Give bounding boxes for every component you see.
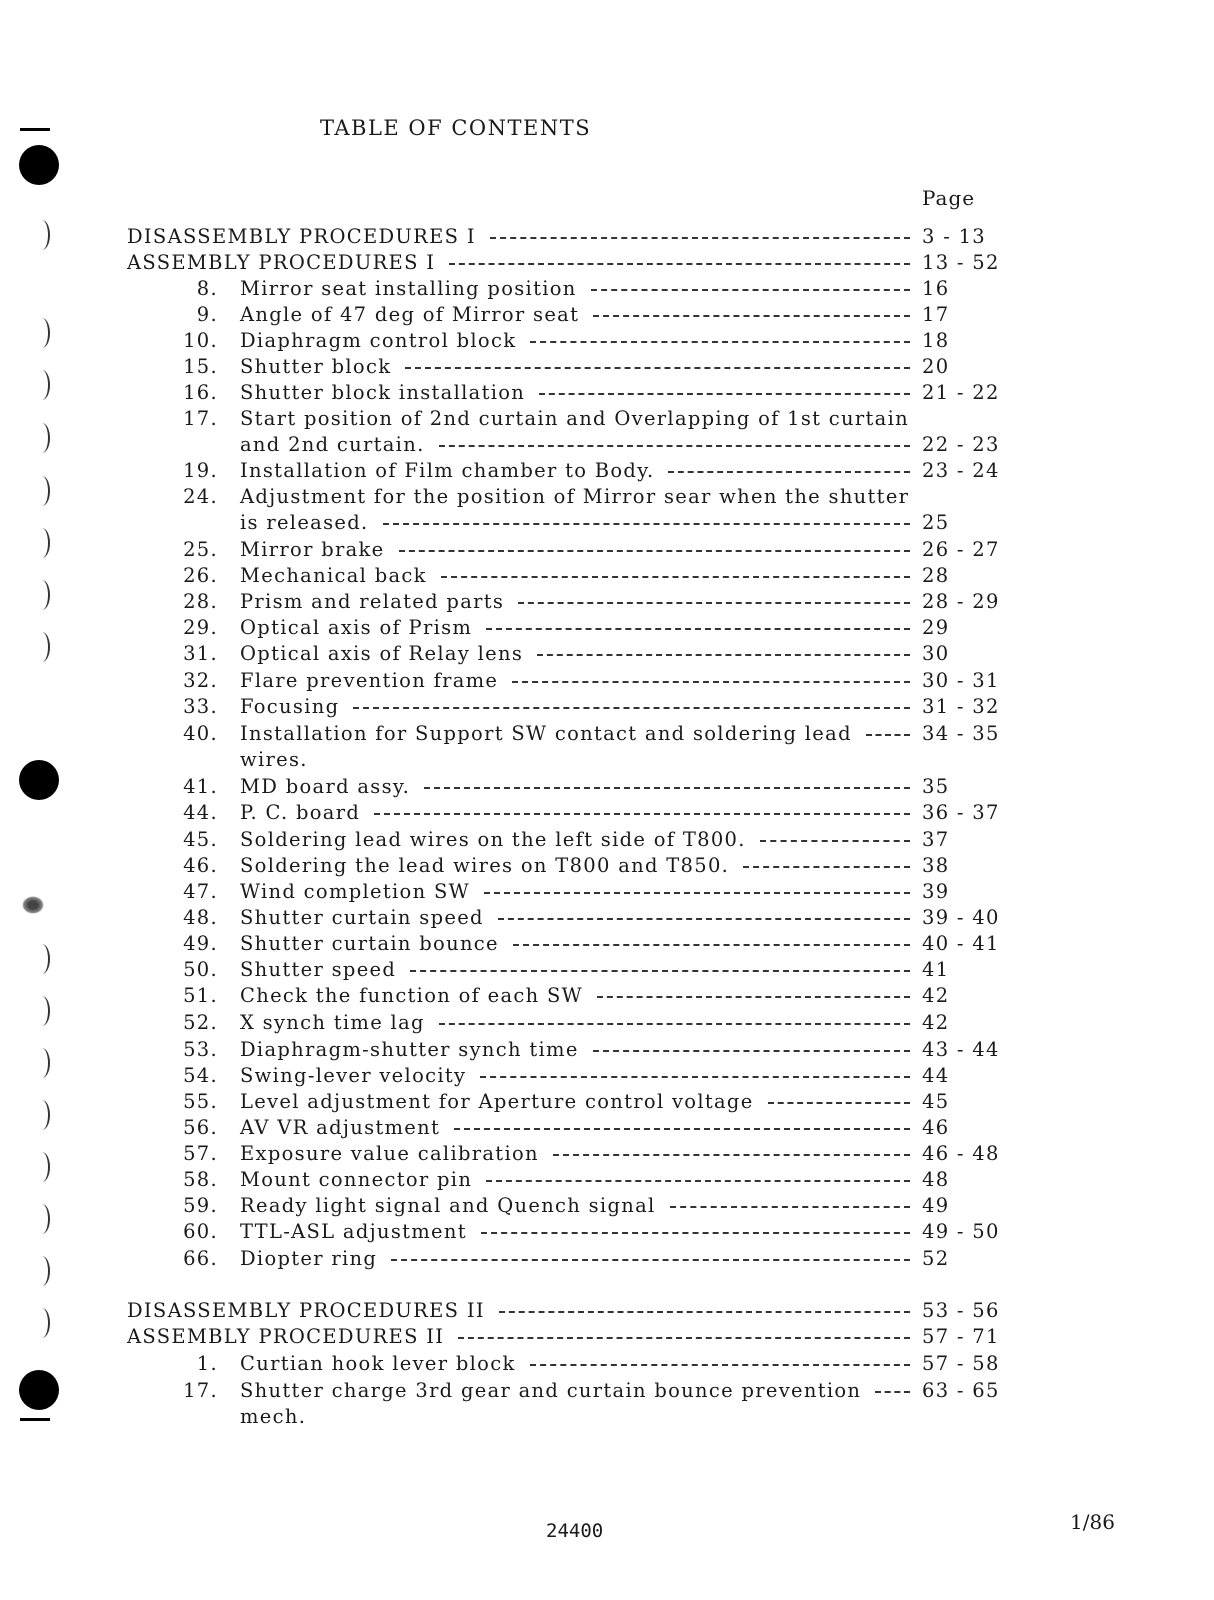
- toc-dot-leader: [866, 734, 910, 736]
- margin-arc-mark: [34, 318, 50, 348]
- toc-dot-leader: [481, 1232, 910, 1234]
- toc-item-number: 47.: [183, 880, 218, 903]
- toc-page-range: 46: [922, 1116, 950, 1139]
- toc-dot-leader: [518, 602, 910, 604]
- toc-row: [0, 748, 1214, 774]
- toc-row: [0, 854, 1214, 880]
- toc-item-title: wires.: [240, 748, 308, 771]
- toc-page-range: 16: [922, 277, 950, 300]
- margin-arc-mark: [34, 1308, 50, 1338]
- toc-dot-leader: [743, 866, 910, 868]
- toc-page-range: 42: [922, 1011, 950, 1034]
- toc-page-range: 28 - 29: [922, 590, 1000, 613]
- toc-item-number: 31.: [183, 642, 218, 665]
- toc-item-number: 17.: [183, 407, 218, 430]
- page-title: TABLE OF CONTENTS: [320, 116, 592, 140]
- toc-item-number: 16.: [183, 381, 218, 404]
- toc-dot-leader: [410, 970, 910, 972]
- margin-arc-mark: [34, 1152, 50, 1182]
- toc-page-range: 30: [922, 642, 950, 665]
- toc-item-number: 19.: [183, 459, 218, 482]
- toc-item-number: 44.: [183, 801, 218, 824]
- toc-row: [0, 880, 1214, 906]
- toc-item-number: 66.: [183, 1247, 218, 1270]
- toc-row: [0, 433, 1214, 459]
- toc-dot-leader: [539, 393, 910, 395]
- toc-item-title: Start position of 2nd curtain and Overlapping of 1st curtain: [240, 407, 909, 430]
- toc-item-number: 26.: [183, 564, 218, 587]
- toc-row: [0, 984, 1214, 1010]
- toc-row: [0, 1064, 1214, 1090]
- toc-dot-leader: [486, 628, 910, 630]
- toc-item-number: 29.: [183, 616, 218, 639]
- toc-page-range: 20: [922, 355, 950, 378]
- toc-item-number: 45.: [183, 828, 218, 851]
- toc-dot-leader: [591, 289, 910, 291]
- toc-item-number: 1.: [196, 1352, 218, 1375]
- toc-page-range: 38: [922, 854, 950, 877]
- toc-item-number: 57.: [183, 1142, 218, 1165]
- toc-page-range: 39 - 40: [922, 906, 1000, 929]
- toc-row: [0, 485, 1214, 511]
- toc-dot-leader: [513, 944, 910, 946]
- toc-row: [0, 1405, 1214, 1431]
- toc-dot-leader: [405, 367, 910, 369]
- toc-row: [0, 511, 1214, 537]
- toc-dot-leader: [670, 1206, 910, 1208]
- toc-page-range: 26 - 27: [922, 538, 1000, 561]
- toc-item-title: Shutter block: [240, 355, 392, 378]
- toc-row: [0, 590, 1214, 616]
- margin-arc-mark: [34, 632, 50, 662]
- toc-dot-leader: [668, 471, 910, 473]
- toc-page-range: 39: [922, 880, 950, 903]
- toc-item-number: 9.: [196, 303, 218, 326]
- toc-row: [0, 932, 1214, 958]
- toc-item-number: 53.: [183, 1038, 218, 1061]
- toc-dot-leader: [439, 445, 910, 447]
- toc-item-number: 32.: [183, 669, 218, 692]
- toc-page-range: 44: [922, 1064, 950, 1087]
- toc-section-row: [0, 1325, 1214, 1351]
- toc-page-range: 42: [922, 984, 950, 1007]
- toc-dot-leader: [458, 1337, 910, 1339]
- margin-arc-mark: [34, 423, 50, 453]
- toc-page-range: 31 - 32: [922, 695, 1000, 718]
- toc-row: [0, 1168, 1214, 1194]
- toc-item-number: 41.: [183, 775, 218, 798]
- toc-dot-leader: [374, 813, 910, 815]
- toc-dot-leader: [499, 1311, 910, 1313]
- toc-page-range: 13 - 52: [922, 251, 1000, 274]
- toc-row: [0, 407, 1214, 433]
- toc-item-number: 55.: [183, 1090, 218, 1113]
- toc-page-range: 34 - 35: [922, 722, 1000, 745]
- toc-item-number: 24.: [183, 485, 218, 508]
- toc-row: [0, 1116, 1214, 1142]
- toc-row: [0, 1194, 1214, 1220]
- toc-row: [0, 722, 1214, 748]
- toc-row: [0, 958, 1214, 984]
- toc-page-range: 25: [922, 511, 950, 534]
- toc-dot-leader: [530, 341, 910, 343]
- toc-row: [0, 642, 1214, 668]
- binder-hole-icon: [19, 1370, 59, 1410]
- toc-page-range: 40 - 41: [922, 932, 1000, 955]
- toc-page-range: 17: [922, 303, 950, 326]
- toc-page-range: 48: [922, 1168, 950, 1191]
- toc-page-range: 36 - 37: [922, 801, 1000, 824]
- toc-item-title: Shutter speed: [240, 958, 397, 981]
- margin-arc-mark: [34, 370, 50, 400]
- toc-dot-leader: [760, 840, 910, 842]
- toc-item-title: Optical axis of Relay lens: [240, 642, 524, 665]
- toc-item-title: Level adjustment for Aperture control voltage: [240, 1090, 754, 1113]
- toc-item-number: 46.: [183, 854, 218, 877]
- toc-item-title: Installation for Support SW contact and soldering lead: [240, 722, 852, 745]
- toc-row: [0, 801, 1214, 827]
- toc-item-title: Mirror seat installing position: [240, 277, 577, 300]
- toc-item-number: 56.: [183, 1116, 218, 1139]
- toc-item-title: Check the function of each SW: [240, 984, 584, 1007]
- toc-section-row: [0, 1299, 1214, 1325]
- toc-row: [0, 1090, 1214, 1116]
- toc-item-number: 17.: [183, 1379, 218, 1402]
- toc-page-range: 30 - 31: [922, 669, 1000, 692]
- toc-item-title: Mount connector pin: [240, 1168, 473, 1191]
- toc-dot-leader: [353, 707, 910, 709]
- toc-item-title: Mirror brake: [240, 538, 385, 561]
- toc-item-title: MD board assy.: [240, 775, 411, 798]
- toc-dot-leader: [498, 918, 910, 920]
- toc-page-range: 57 - 71: [922, 1325, 1000, 1348]
- toc-item-title: Curtian hook lever block: [240, 1352, 516, 1375]
- toc-row: [0, 1220, 1214, 1246]
- toc-item-number: 25.: [183, 538, 218, 561]
- toc-row: [0, 669, 1214, 695]
- toc-row: [0, 303, 1214, 329]
- margin-arc-mark: [34, 1048, 50, 1078]
- toc-page-range: 21 - 22: [922, 381, 1000, 404]
- toc-page-range: 53 - 56: [922, 1299, 1000, 1322]
- toc-dot-leader: [593, 315, 910, 317]
- toc-page-range: 63 - 65: [922, 1379, 1000, 1402]
- toc-item-title: Prism and related parts: [240, 590, 505, 613]
- toc-dot-leader: [537, 654, 910, 656]
- toc-item-title: Shutter charge 3rd gear and curtain bounce prevention: [240, 1379, 862, 1402]
- toc-item-title: ASSEMBLY PROCEDURES I: [127, 251, 436, 274]
- toc-dot-leader: [424, 787, 910, 789]
- toc-page-range: 45: [922, 1090, 950, 1113]
- toc-dot-leader: [449, 263, 910, 265]
- toc-item-title: Diaphragm control block: [240, 329, 517, 352]
- binder-hole-icon: [19, 760, 59, 800]
- toc-item-title: and 2nd curtain.: [240, 433, 425, 456]
- page-column-header: Page: [922, 186, 976, 210]
- toc-item-title: Installation of Film chamber to Body.: [240, 459, 655, 482]
- toc-item-title: Diopter ring: [240, 1247, 378, 1270]
- toc-row: [0, 1247, 1214, 1273]
- toc-item-title: Shutter curtain bounce: [240, 932, 499, 955]
- toc-row: [0, 1142, 1214, 1168]
- toc-page-range: 37: [922, 828, 950, 851]
- toc-item-title: Angle of 47 deg of Mirror seat: [240, 303, 580, 326]
- toc-item-title: ASSEMBLY PROCEDURES II: [127, 1325, 445, 1348]
- document-code: 24400: [546, 1520, 604, 1542]
- margin-tick-mark: [20, 128, 50, 131]
- toc-item-title: DISASSEMBLY PROCEDURES II: [127, 1299, 485, 1322]
- toc-page-range: 18: [922, 329, 950, 352]
- toc-row: [0, 277, 1214, 303]
- margin-arc-mark: [34, 580, 50, 610]
- toc-row: [0, 381, 1214, 407]
- toc-item-title: TTL-ASL adjustment: [240, 1220, 467, 1243]
- margin-arc-mark: [34, 1256, 50, 1286]
- margin-arc-mark: [34, 944, 50, 974]
- toc-page-range: 52: [922, 1247, 950, 1270]
- toc-item-title: X synch time lag: [240, 1011, 425, 1034]
- toc-item-number: 40.: [183, 722, 218, 745]
- toc-dot-leader: [383, 523, 910, 525]
- toc-item-number: 10.: [183, 329, 218, 352]
- toc-row: [0, 355, 1214, 381]
- toc-page-range: 46 - 48: [922, 1142, 1000, 1165]
- toc-section-row: [0, 251, 1214, 277]
- toc-row: [0, 695, 1214, 721]
- margin-arc-mark: [34, 996, 50, 1026]
- toc-dot-leader: [399, 550, 910, 552]
- toc-row: [0, 1352, 1214, 1378]
- toc-page-range: 29: [922, 616, 950, 639]
- toc-item-title: Flare prevention frame: [240, 669, 499, 692]
- margin-tick-mark: [20, 1418, 50, 1421]
- toc-item-title: Mechanical back: [240, 564, 427, 587]
- toc-row: [0, 459, 1214, 485]
- margin-arc-mark: [34, 476, 50, 506]
- toc-item-number: 50.: [183, 958, 218, 981]
- margin-arc-mark: [34, 1100, 50, 1130]
- toc-dot-leader: [439, 1023, 910, 1025]
- toc-row: [0, 828, 1214, 854]
- toc-item-title: Exposure value calibration: [240, 1142, 539, 1165]
- toc-item-title: is released.: [240, 511, 369, 534]
- toc-dot-leader: [391, 1259, 910, 1261]
- toc-row: [0, 1379, 1214, 1405]
- toc-item-number: 33.: [183, 695, 218, 718]
- toc-page-range: 49: [922, 1194, 950, 1217]
- toc-dot-leader: [486, 1180, 910, 1182]
- toc-row: [0, 616, 1214, 642]
- toc-item-number: 59.: [183, 1194, 218, 1217]
- toc-item-title: Shutter block installation: [240, 381, 526, 404]
- toc-dot-leader: [593, 1050, 910, 1052]
- toc-item-number: 28.: [183, 590, 218, 613]
- binder-hole-icon: [19, 145, 59, 185]
- toc-dot-leader: [484, 892, 910, 894]
- toc-item-title: AV VR adjustment: [240, 1116, 441, 1139]
- margin-arc-mark: [34, 220, 50, 250]
- toc-item-number: 49.: [183, 932, 218, 955]
- toc-row: [0, 775, 1214, 801]
- toc-row: [0, 1011, 1214, 1037]
- toc-row: [0, 564, 1214, 590]
- toc-dot-leader: [768, 1102, 910, 1104]
- toc-item-number: 8.: [196, 277, 218, 300]
- toc-dot-leader: [490, 237, 910, 239]
- toc-page-range: 35: [922, 775, 950, 798]
- toc-item-title: Focusing: [240, 695, 340, 718]
- smudge-mark-icon: [22, 896, 44, 914]
- margin-arc-mark: [34, 1204, 50, 1234]
- toc-dot-leader: [454, 1128, 910, 1130]
- toc-item-title: DISASSEMBLY PROCEDURES I: [127, 225, 476, 248]
- toc-item-title: P. C. board: [240, 801, 361, 824]
- toc-section-row: [0, 225, 1214, 251]
- toc-row: [0, 906, 1214, 932]
- toc-item-title: Adjustment for the position of Mirror sear when the shutter: [240, 485, 910, 508]
- toc-dot-leader: [480, 1076, 910, 1078]
- toc-item-title: Soldering the lead wires on T800 and T850.: [240, 854, 730, 877]
- toc-page-range: 43 - 44: [922, 1038, 1000, 1061]
- toc-page-range: 49 - 50: [922, 1220, 1000, 1243]
- toc-item-title: Optical axis of Prism: [240, 616, 473, 639]
- toc-item-number: 48.: [183, 906, 218, 929]
- toc-item-number: 51.: [183, 984, 218, 1007]
- toc-item-number: 15.: [183, 355, 218, 378]
- toc-item-title: mech.: [240, 1405, 307, 1428]
- toc-item-title: Wind completion SW: [240, 880, 470, 903]
- toc-item-number: 58.: [183, 1168, 218, 1191]
- toc-page-range: 41: [922, 958, 950, 981]
- toc-page-range: 28: [922, 564, 950, 587]
- margin-arc-mark: [34, 528, 50, 558]
- toc-dot-leader: [530, 1364, 910, 1366]
- toc-item-title: Diaphragm-shutter synch time: [240, 1038, 579, 1061]
- toc-page-range: 23 - 24: [922, 459, 1000, 482]
- toc-item-number: 54.: [183, 1064, 218, 1087]
- toc-item-title: Ready light signal and Quench signal: [240, 1194, 656, 1217]
- toc-page-range: 22 - 23: [922, 433, 1000, 456]
- toc-page-range: 57 - 58: [922, 1352, 1000, 1375]
- toc-item-title: Shutter curtain speed: [240, 906, 484, 929]
- toc-row: [0, 329, 1214, 355]
- toc-dot-leader: [875, 1391, 910, 1393]
- toc-dot-leader: [441, 576, 910, 578]
- toc-page-range: 3 - 13: [922, 225, 987, 248]
- toc-row: [0, 1038, 1214, 1064]
- toc-row: [0, 538, 1214, 564]
- toc-dot-leader: [553, 1154, 910, 1156]
- page-number: 1/86: [1070, 1510, 1115, 1534]
- toc-item-title: Soldering lead wires on the left side of T800.: [240, 828, 746, 851]
- toc-item-title: Swing-lever velocity: [240, 1064, 467, 1087]
- toc-dot-leader: [512, 681, 910, 683]
- toc-item-number: 52.: [183, 1011, 218, 1034]
- toc-dot-leader: [597, 996, 910, 998]
- toc-item-number: 60.: [183, 1220, 218, 1243]
